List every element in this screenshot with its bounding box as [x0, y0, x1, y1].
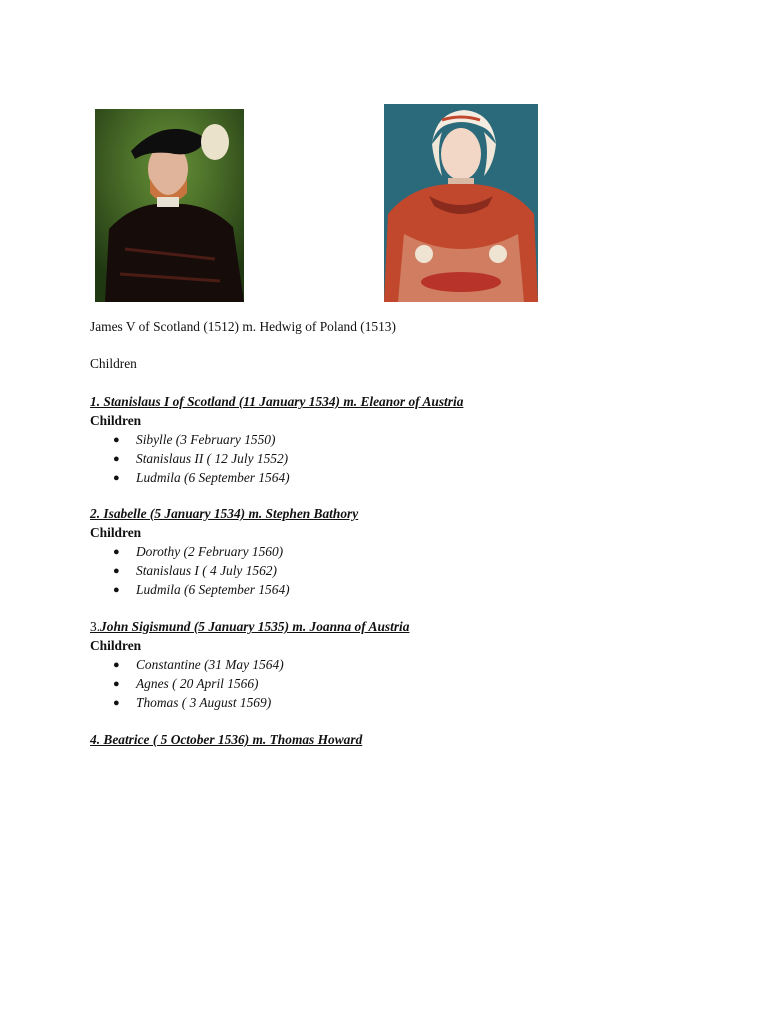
section-2-heading: 2. Isabelle (5 January 1534) m. Stephen Bathory	[90, 506, 359, 521]
section-1-heading: 1. Stanislaus I of Scotland (11 January 1534) m. Eleanor of Austria	[90, 394, 464, 409]
portrait-hedwig-of-poland	[384, 104, 538, 302]
portrait-james-v	[95, 109, 244, 302]
parents-caption: James V of Scotland (1512) m. Hedwig of Poland (1513)	[90, 319, 396, 334]
section-2-children-label: Children	[90, 525, 142, 540]
bullet-icon: ●	[113, 565, 120, 577]
bullet-icon: ●	[113, 678, 120, 690]
bullet-icon: ●	[113, 472, 120, 484]
section-3-number: 3.	[90, 619, 101, 634]
children-label: Children	[90, 356, 137, 371]
section-1-children-label: Children	[90, 413, 142, 428]
bullet-icon: ●	[113, 453, 120, 465]
bullet-icon: ●	[113, 546, 120, 558]
section-4-heading: 4. Beatrice ( 5 October 1536) m. Thomas Howard	[90, 732, 363, 747]
bullet-icon: ●	[113, 434, 120, 446]
bullet-icon: ●	[113, 697, 120, 709]
bullet-icon: ●	[113, 584, 120, 596]
bullet-icon: ●	[113, 659, 120, 671]
section-3-heading: 3.John Sigismund (5 January 1535) m. Joanna of Austria	[90, 619, 410, 634]
section-3-children-label: Children	[90, 638, 142, 653]
